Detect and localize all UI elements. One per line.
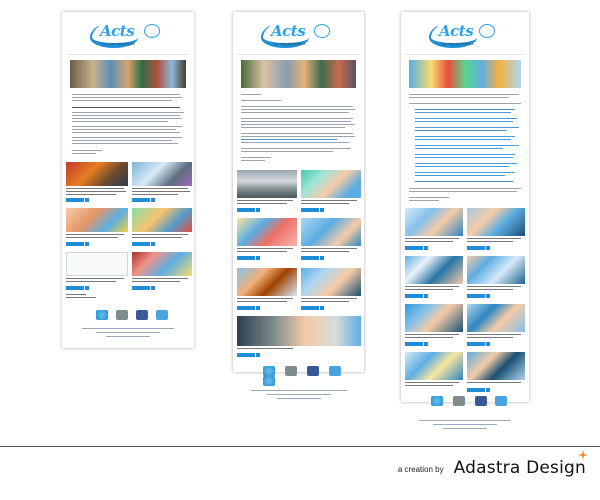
story-photo[interactable] [66,208,128,232]
story-photo[interactable] [467,304,525,332]
story-photo[interactable] [467,256,525,284]
read-more-button[interactable] [301,256,319,260]
social-icon[interactable] [495,396,507,406]
hero-photo-banner [409,60,521,88]
read-more-button[interactable] [467,342,485,346]
story-photo[interactable] [66,162,128,186]
story-photo[interactable] [405,256,463,284]
sheet-2-social-links [233,360,364,410]
story-photo[interactable] [132,252,192,276]
read-more-button[interactable] [237,306,255,310]
newsletter-header [66,16,190,55]
social-icon[interactable] [263,366,275,376]
social-icon[interactable] [116,310,128,320]
logo-subtitle: OF THE APOSTLES [442,42,474,46]
story-photo[interactable] [237,268,297,296]
newsletter-header [237,16,360,55]
read-more-button[interactable] [237,353,255,357]
read-more-button[interactable] [237,208,255,212]
read-more-button[interactable] [132,286,150,290]
logo-subtitle: OF THE APOSTLES [103,42,135,46]
story-caption [66,188,124,189]
read-more-button[interactable] [467,246,485,250]
read-more-button[interactable] [405,246,423,250]
story-photo[interactable] [467,352,525,380]
story-photo[interactable] [301,218,361,246]
newsletter-page-1 [62,12,194,348]
read-more-button[interactable] [301,306,319,310]
logo-text: Acts [439,22,474,40]
hero-photo-banner [70,60,186,88]
facebook-icon[interactable] [307,366,319,376]
story-photo[interactable] [405,352,463,380]
read-more-button[interactable] [132,242,150,246]
story-photo[interactable] [301,170,361,198]
read-more-button[interactable] [237,256,255,260]
social-icon[interactable] [96,310,108,320]
social-icon[interactable] [431,396,443,406]
footer-divider [0,446,600,447]
read-more-button[interactable] [301,208,319,212]
story-photo[interactable] [467,208,525,236]
brand-text: Adastra Design [453,458,586,478]
social-icon[interactable] [156,310,168,320]
sheet-3-social-links [401,392,529,438]
story-photo[interactable] [237,218,297,246]
story-photo[interactable] [405,208,463,236]
story-photo[interactable] [237,316,361,346]
hero-photo-banner [241,60,356,88]
newsletter-header [405,16,525,55]
logo-text: Acts [271,22,306,40]
newsletter-page-2 [233,12,364,372]
logo-subtitle: OF THE APOSTLES [274,42,306,46]
social-icon[interactable] [329,366,341,376]
read-more-button[interactable] [132,198,150,202]
facebook-icon[interactable] [475,396,487,406]
story-photo[interactable] [237,170,297,198]
story-photo[interactable] [132,162,192,186]
star-icon [578,450,588,460]
read-more-button[interactable] [66,242,84,246]
heart-logo-icon [479,24,495,38]
newsletter-page-3 [401,12,529,402]
read-more-button[interactable] [467,294,485,298]
certificate-image[interactable] [66,252,128,276]
credit-prefix: a creation by [397,465,444,474]
social-icon[interactable] [285,366,297,376]
story-photo[interactable] [132,208,192,232]
story-photo[interactable] [301,268,361,296]
read-more-button[interactable] [405,342,423,346]
read-more-button[interactable] [66,198,84,202]
heart-logo-icon [314,24,330,38]
read-more-button[interactable] [66,286,84,290]
logo-text: Acts [100,22,135,40]
heart-logo-icon [144,24,160,38]
facebook-icon[interactable] [136,310,148,320]
social-icon[interactable] [453,396,465,406]
credit-line [398,458,586,478]
story-photo[interactable] [405,304,463,332]
read-more-button[interactable] [405,294,423,298]
brand-name [454,458,586,478]
